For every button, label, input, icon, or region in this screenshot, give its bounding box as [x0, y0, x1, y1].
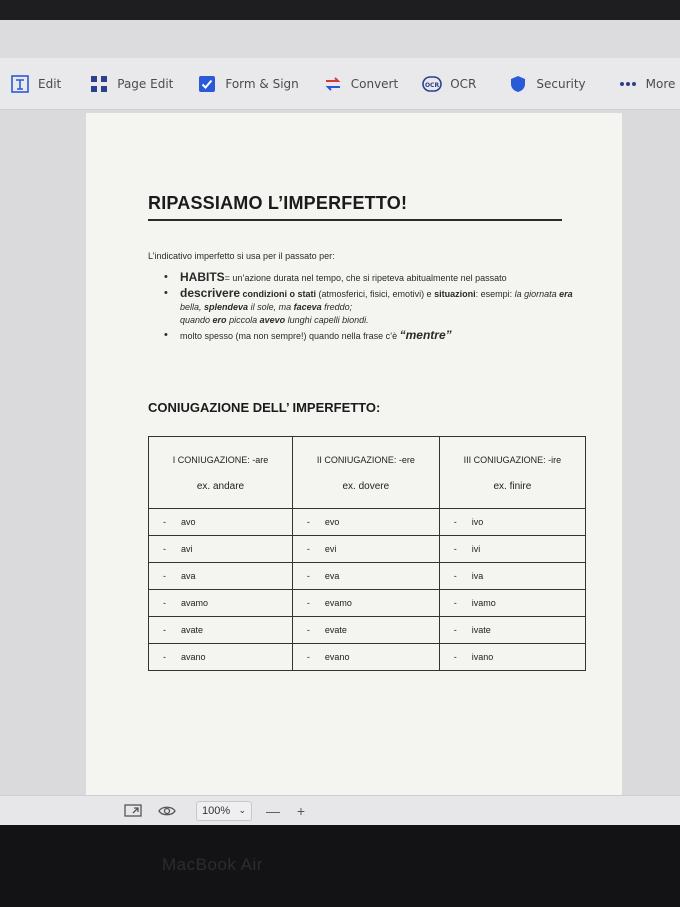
table-cell — [149, 509, 293, 536]
toolbar-page-edit-button[interactable] — [89, 64, 173, 104]
device-brand-label: MacBook Air — [162, 855, 263, 874]
convert-arrows-icon — [323, 74, 343, 94]
example-text: lunghi capelli biondi. — [285, 315, 369, 325]
cell-dash: - — [453, 625, 457, 635]
cell-dash: - — [163, 544, 166, 554]
toolbar-more-button[interactable] — [618, 64, 676, 104]
app-window — [0, 20, 680, 825]
cell-dash: - — [163, 571, 166, 581]
table-cell — [439, 590, 585, 617]
cell-value: iva — [471, 571, 484, 581]
cell-value: avano — [181, 652, 206, 662]
ocr-icon — [422, 74, 442, 94]
table-cell — [292, 617, 439, 644]
edit-text-icon — [10, 74, 30, 94]
toolbar-page-edit-label: Page Edit — [117, 76, 174, 91]
toolbar-convert-button[interactable] — [323, 64, 398, 104]
example-verb: faceva — [293, 302, 322, 312]
page-grid-icon — [89, 74, 109, 94]
table-cell — [292, 563, 439, 590]
cell-value: evano — [324, 652, 350, 662]
header-title: II CONIUGAZIONE: -ere — [316, 455, 415, 465]
table-header-cell — [439, 437, 585, 509]
table-cell — [439, 617, 585, 644]
eye-icon[interactable] — [158, 804, 176, 818]
svg-text:OCR: OCR — [425, 81, 440, 89]
example-text: piccola — [226, 315, 260, 325]
screen-bezel-bottom — [0, 825, 680, 907]
header-example: ex. finire — [493, 481, 532, 492]
zoom-out-button[interactable]: — — [266, 802, 280, 819]
cell-dash: - — [163, 652, 166, 662]
toolbar-security-button[interactable] — [508, 64, 585, 104]
cell-dash: - — [306, 571, 310, 581]
zoom-value: 100% — [202, 804, 231, 817]
bullet-dot: • — [164, 329, 168, 341]
bullet-situazioni: situazioni — [434, 289, 476, 299]
cell-value: evo — [324, 517, 340, 527]
cell-dash: - — [306, 517, 310, 527]
table-cell — [292, 644, 439, 671]
header-title: III CONIUGAZIONE: -ire — [463, 455, 562, 465]
table-row — [149, 617, 586, 644]
cell-dash: - — [306, 625, 310, 635]
zoom-select[interactable] — [196, 801, 252, 821]
cell-value: avi — [181, 544, 193, 554]
cell-value: ava — [181, 571, 196, 581]
cell-dash: - — [163, 598, 166, 608]
example-text: quando — [180, 315, 213, 325]
table-row — [149, 536, 586, 563]
cell-value: ivano — [471, 652, 494, 662]
table-header-cell — [292, 437, 439, 509]
bullet-dot: • — [164, 287, 168, 299]
example-verb: ero — [212, 315, 227, 325]
example-verb: era — [559, 289, 573, 299]
cell-value: eva — [324, 571, 340, 581]
checkbox-icon — [197, 74, 217, 94]
table-cell — [149, 644, 293, 671]
table-row — [149, 509, 586, 536]
example-text: il sole, ma — [248, 302, 294, 312]
table-header-row — [149, 437, 586, 509]
cell-value: ivi — [471, 544, 481, 554]
status-bar — [0, 795, 680, 825]
table-cell — [439, 509, 585, 536]
shield-icon — [508, 74, 528, 94]
bullet-mentre-strong: “mentre” — [399, 328, 452, 342]
cell-dash: - — [306, 652, 310, 662]
window-titlebar — [0, 20, 680, 58]
cell-value: ivate — [471, 625, 491, 635]
example-text: bella, — [180, 302, 205, 312]
table-row — [149, 590, 586, 617]
list-item — [164, 271, 584, 285]
cell-value: evi — [324, 544, 337, 554]
bullet-mentre-text: molto spesso (ma non sempre!) quando nella frase c’è — [180, 331, 400, 341]
bullet-condizioni: condizioni o stati — [240, 289, 317, 299]
cell-dash: - — [163, 625, 166, 635]
table-cell — [439, 536, 585, 563]
title-underline — [148, 219, 562, 221]
example-verb: splendeva — [204, 302, 249, 312]
example-text: la giornata — [514, 289, 560, 299]
cell-value: evamo — [324, 598, 352, 608]
table-header-cell — [149, 437, 293, 509]
table-cell — [149, 536, 293, 563]
toolbar-convert-label: Convert — [350, 76, 399, 91]
toolbar-form-sign-label: Form & Sign — [225, 76, 299, 91]
fit-page-icon[interactable] — [124, 804, 142, 818]
table-row — [149, 644, 586, 671]
cell-dash: - — [453, 598, 457, 608]
more-dots-icon — [618, 74, 638, 94]
cell-value: ivamo — [471, 598, 496, 608]
page-title: RIPASSIAMO L’IMPERFETTO! — [148, 193, 408, 213]
table-cell — [439, 644, 585, 671]
toolbar-edit-label: Edit — [38, 76, 62, 91]
toolbar-form-sign-button[interactable] — [197, 64, 298, 104]
bullet-list — [164, 271, 584, 345]
toolbar-ocr-button[interactable] — [422, 64, 476, 104]
chevron-down-icon: ⌄ — [238, 805, 246, 815]
section-title: CONIUGAZIONE DELL’ IMPERFETTO: — [148, 400, 381, 415]
bullet-habits-text: = un’azione durata nel tempo, che si ripeteva abitualmente nel passato — [224, 273, 507, 283]
toolbar-ocr-label: OCR — [450, 76, 477, 91]
toolbar-edit-button[interactable] — [10, 64, 61, 104]
table-cell — [292, 536, 439, 563]
cell-dash: - — [453, 652, 457, 662]
cell-value: avo — [181, 517, 196, 527]
cell-dash: - — [453, 517, 457, 527]
cell-dash: - — [453, 544, 457, 554]
toolbar-security-label: Security — [536, 76, 586, 91]
cell-dash: - — [163, 517, 166, 527]
table-cell — [439, 563, 585, 590]
header-example: ex. andare — [196, 481, 245, 492]
cell-dash: - — [306, 544, 310, 554]
table-cell — [292, 590, 439, 617]
table-cell — [292, 509, 439, 536]
header-example: ex. dovere — [342, 481, 390, 492]
cell-value: evate — [324, 625, 347, 635]
document-viewer[interactable] — [0, 110, 680, 800]
table-cell — [149, 617, 293, 644]
table-cell — [149, 590, 293, 617]
cell-dash: - — [306, 598, 310, 608]
cell-value: ivo — [471, 517, 484, 527]
table-cell — [149, 563, 293, 590]
cell-dash: - — [453, 571, 457, 581]
main-toolbar — [0, 58, 680, 110]
bullet-descrivere-strong: descrivere — [180, 286, 241, 300]
example-verb: avevo — [259, 315, 286, 325]
example-text: freddo; — [321, 302, 353, 312]
list-item — [164, 329, 584, 343]
list-item — [164, 287, 584, 327]
table-row — [149, 563, 586, 590]
bullet-habits-strong: HABITS — [180, 270, 225, 284]
header-title: I CONIUGAZIONE: -are — [172, 455, 269, 465]
document-page — [86, 113, 622, 803]
bullet-text: (atmosferici, fisici, emotivi) e — [316, 289, 435, 299]
zoom-in-button[interactable]: + — [296, 802, 306, 819]
intro-text: L’indicativo imperfetto si usa per il passato per: — [148, 251, 335, 261]
cell-value: avate — [181, 625, 204, 635]
conjugation-table — [148, 436, 586, 671]
bullet-dot: • — [164, 271, 168, 283]
bullet-text: : esempi: — [475, 289, 515, 299]
toolbar-more-label: More — [645, 76, 676, 91]
cell-value: avamo — [181, 598, 209, 608]
